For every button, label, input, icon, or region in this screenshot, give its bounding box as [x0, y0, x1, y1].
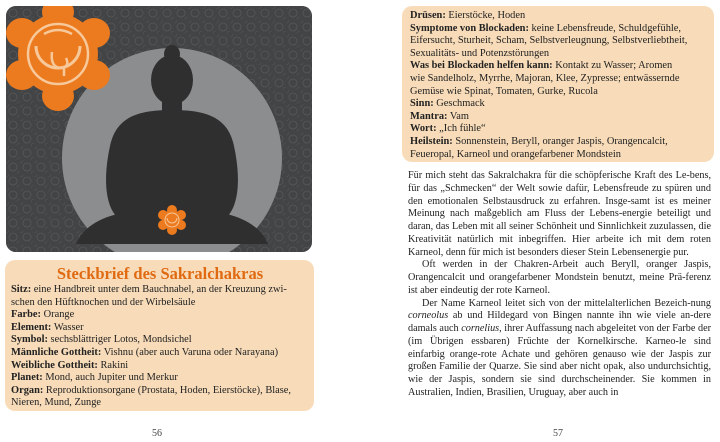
field-value: Vishnu (aber auch Varuna oder Narayana)	[101, 346, 279, 358]
field-label: Symptome von Blockaden:	[410, 22, 529, 34]
box-line	[410, 86, 708, 99]
field-value: eine Handbreit unter dem Bauchnabel, an der Kreuzung zwi-	[31, 284, 287, 295]
box-line	[410, 23, 708, 36]
box-line	[410, 35, 708, 48]
field-value: Mond, auch Jupiter und Merkur	[42, 372, 178, 384]
field-value: keine Lebensfreude, Schuldgefühle,	[528, 22, 681, 34]
box-line	[11, 347, 309, 360]
field-value: Sexualitäts- und Potenzstörungen	[410, 47, 550, 59]
text-segment: Der Name Karneol leitet sich von der mittelalterlichen Bezeich-nung	[422, 297, 711, 309]
field-label: Element:	[11, 321, 52, 333]
field-value: Orange	[41, 309, 75, 321]
field-label: Mantra:	[410, 110, 448, 122]
field-value: Rakini	[97, 359, 129, 371]
field-label: Drüsen:	[410, 10, 446, 21]
field-value: Eifersucht, Sturheit, Scham, Selbstverleugnung, Selbstverliebtheit,	[410, 35, 688, 47]
box-line	[410, 98, 708, 111]
chakra-profile-box	[5, 260, 314, 411]
field-value: Geschmack	[433, 98, 485, 110]
text-segment: , ihrer Auffassung nach abgeleitet von der Farbe der (im Übrigen essbaren) Früchte der Kornelkirsche. Karneo-le sind einfarbig orange-rote Achate und gehören genauso wie der Jaspis zur großen Familie der Quarze. Sie sind aber nicht opak, also undurchsichtig, wie der Jaspis, sondern sie sind durchscheinender. Sie kommen in Australien, Indien, Brasilien, Uruguay, aber auch in	[408, 323, 711, 398]
field-label: Weibliche Gottheit:	[11, 359, 98, 371]
right-page	[360, 0, 720, 442]
field-label: Wort:	[410, 123, 437, 135]
box-line	[11, 284, 309, 297]
field-value: schen den Hüftknochen und der Wirbelsäule	[11, 296, 196, 308]
field-label: Was bei Blockaden helfen kann:	[410, 60, 553, 72]
field-label: Planet:	[11, 372, 43, 384]
field-value: Kontakt zu Wasser; Aromen	[552, 60, 673, 72]
page-number-right: 57	[553, 428, 563, 439]
field-value: Eierstöcke, Hoden	[445, 10, 526, 21]
field-label: Sinn:	[410, 98, 434, 110]
box-line	[11, 397, 309, 410]
box-line	[11, 372, 309, 385]
field-label: Farbe:	[11, 309, 42, 321]
body-paragraph	[408, 298, 711, 400]
field-label: Heilstein:	[410, 135, 453, 147]
field-value: Sonnenstein, Beryll, oranger Jaspis, Orangencalcit,	[452, 135, 668, 147]
field-label: Organ:	[11, 384, 44, 396]
box-line	[410, 60, 708, 73]
info-rows	[410, 10, 708, 161]
box-line	[410, 149, 708, 162]
field-value: Vam	[447, 110, 469, 122]
body-paragraph	[408, 170, 711, 259]
box-line	[410, 48, 708, 61]
field-label: Symbol:	[11, 334, 48, 346]
field-value: wie Sandelholz, Myrrhe, Majoran, Klee, Zypresse; entwässernde	[410, 72, 680, 84]
box-line	[11, 334, 309, 347]
box-line	[11, 385, 309, 398]
box-line	[11, 360, 309, 373]
body-text	[408, 170, 711, 400]
profile-title: Steckbrief des Sakralchakras	[56, 264, 264, 283]
box-line	[410, 73, 708, 86]
field-value: Feueropal, Karneol und orangefarbener Mondstein	[410, 148, 621, 160]
box-line	[410, 111, 708, 124]
box-line	[11, 297, 309, 310]
field-value: „Ich fühle“	[436, 123, 486, 135]
italic-term: cornelius	[461, 323, 500, 334]
meditation-figure-graphic	[6, 6, 312, 252]
body-paragraph	[408, 259, 711, 297]
chakra-illustration	[6, 6, 312, 252]
profile-rows	[11, 284, 309, 410]
field-value: Nieren, Mund, Zunge	[11, 397, 102, 409]
field-label: Sitz:	[11, 284, 32, 295]
box-line	[410, 10, 708, 23]
box-line	[11, 322, 309, 335]
text-segment: Für mich steht das Sakralchakra für die schöpferische Kraft des Le-bens, für das „Schmecken“ der Welt sowie dafür, Lebensfreude zu spüren und den emotionalen Selbstausdruck zu erfahren. Insge-samt ist es meiner Meinung nach maßgeblich am Fluss der Lebens-energie beteiligt und daran, das Leben mit all seiner Schönheit und Sinnlichkeit zuzulassen, die Kreativität natürlich mit inbegriffen. Hier arbeite ich mit dem roten Karneol, denn für mich ist besonders dieser Stein Lebensenergie pur.	[408, 170, 711, 258]
field-value: Gemüse wie Spinat, Tomaten, Gurke, Rucola	[410, 85, 598, 97]
field-value: Reproduktionsorgane (Prostata, Hoden, Eierstöcke), Blase,	[43, 384, 292, 396]
field-label: Männliche Gottheit:	[11, 346, 102, 358]
text-segment: ab und Hildegard von Bingen nannte ihn wie viele an-dere damals auch	[408, 310, 711, 334]
page-number-left: 56	[152, 428, 162, 439]
box-line	[410, 123, 708, 136]
chakra-info-box	[402, 6, 714, 162]
italic-term: corneolus	[408, 310, 449, 322]
field-value: Wasser	[51, 321, 84, 333]
box-line	[410, 136, 708, 149]
field-value: sechsblättriger Lotos, Mondsichel	[47, 334, 192, 346]
text-segment: Oft werden in der Chakren-Arbeit auch Beryll, oranger Jaspis, Orangencalcit und orangefarbener Mondstein benutzt, meine Prä-ferenz ist aber eindeutig der rote Karneol.	[408, 259, 711, 296]
box-line	[11, 309, 309, 322]
